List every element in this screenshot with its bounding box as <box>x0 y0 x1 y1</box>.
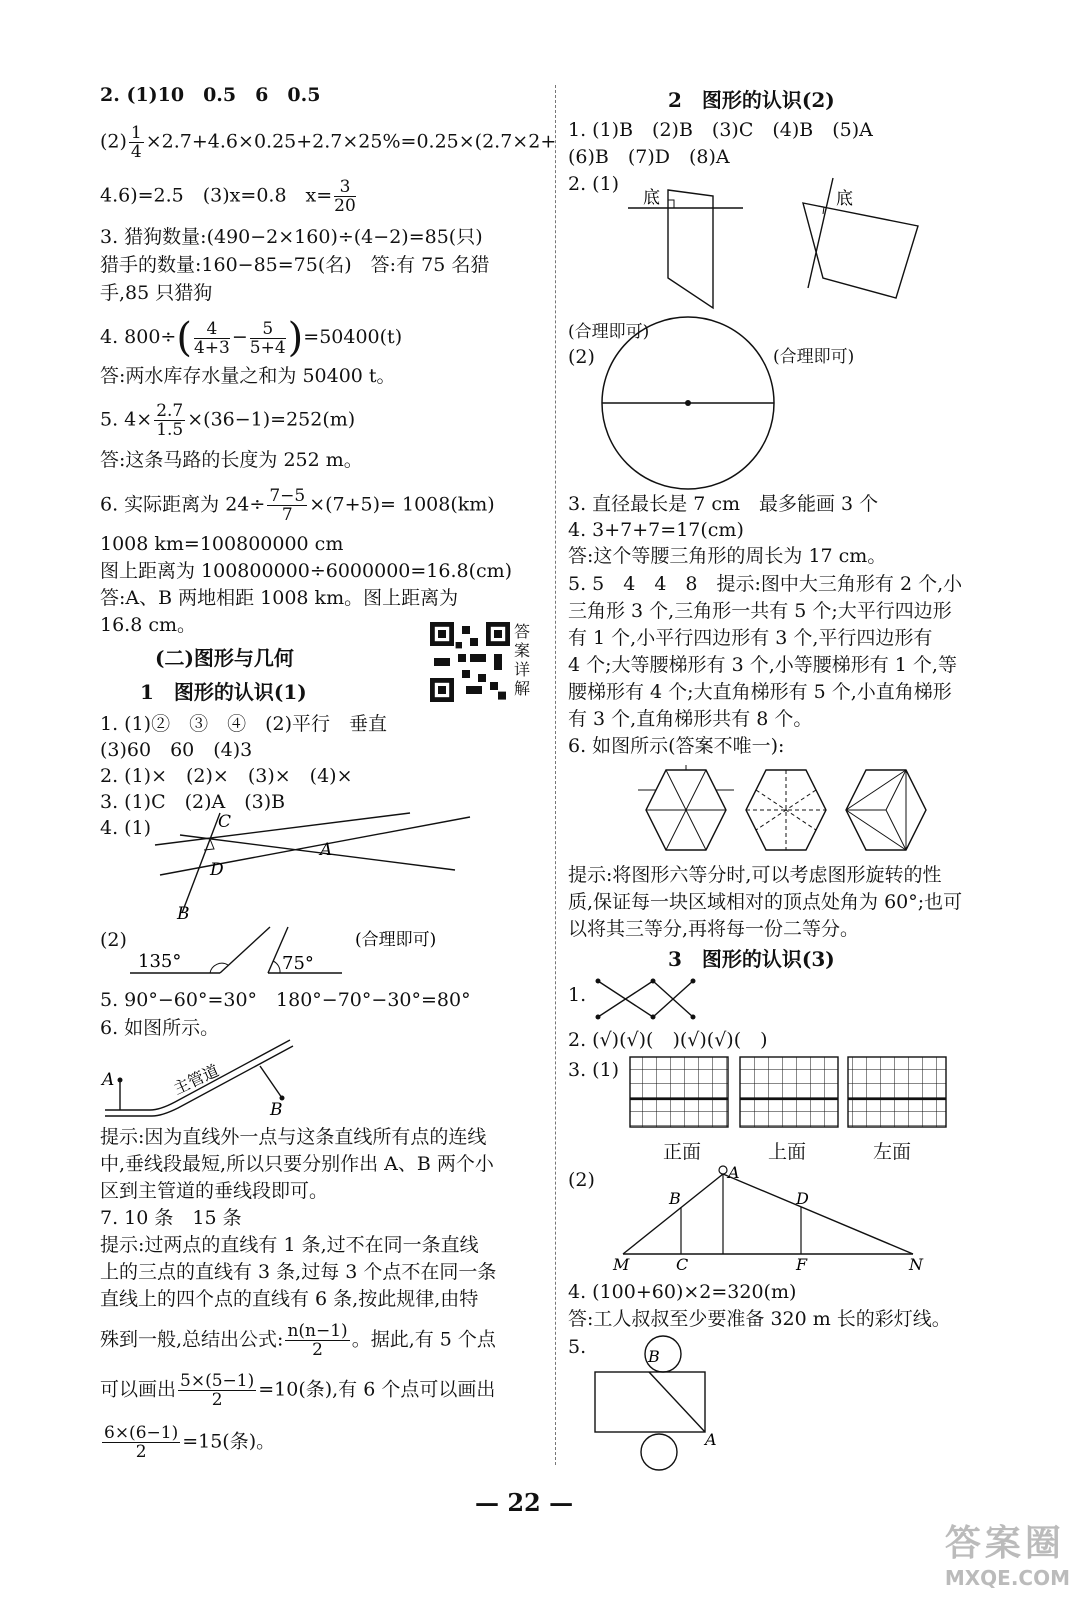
section-title: (二)图形与几何 <box>155 646 294 670</box>
fraction: $\frac{3}{20}$ <box>334 177 356 216</box>
q5-line1: 5. 4× $\frac{2.7}{1.5}$ ×(36−1)=252(m) <box>100 401 356 440</box>
label-b: B <box>177 904 190 924</box>
s3-q4: 4. (100+60)×2=320(m) <box>568 1281 797 1303</box>
s1-q4: 4. (1) <box>100 817 152 839</box>
label-a: A <box>320 840 333 860</box>
view-left: 左面 <box>873 1141 912 1163</box>
fraction: $\frac{n(n-1)}{2}$ <box>287 1321 348 1360</box>
label-c: C <box>218 812 232 832</box>
s2-q3: 3. 直径最长是 7 cm 最多能画 3 个 <box>568 493 879 515</box>
s2-q5-l5: 腰梯形有 4 个;大直角梯形有 5 个,小直角梯形 <box>568 681 952 703</box>
qr-code[interactable] <box>430 622 510 702</box>
q4-line1: 4. 800÷( $\frac{4}{4+3}$ − $\frac{5}{5+4}$ )=50400(t) <box>100 315 403 361</box>
view-top: 上面 <box>768 1141 807 1163</box>
s2-q2: 2. (1) <box>568 173 620 195</box>
tip6-l3: 区到主管道的垂线段即可。 <box>100 1180 329 1202</box>
q6-line3: 图上距离为 100800000÷6000000=16.8(cm) <box>100 560 513 582</box>
s1-q1b: (3)60 60 (4)3 <box>100 739 253 761</box>
q3-line1: 3. 猎狗数量:(490−2×160)÷(4−2)=85(只) <box>100 226 483 248</box>
subsection-title-3: 3 图形的认识(3) <box>668 947 835 971</box>
column-divider <box>555 85 556 1465</box>
tip7-l3: 直线上的四个点的直线有 6 条,按此规律,由特 <box>100 1288 479 1310</box>
q5-answer: 答:这条马路的长度为 252 m。 <box>100 449 363 471</box>
figure-cylinder-net <box>593 1330 753 1470</box>
angle-135: 135° <box>138 951 182 972</box>
s2-q5-l3: 有 1 个,小平行四边形有 3 个,平行四边形有 <box>568 627 933 649</box>
tip7-l1: 提示:过两点的直线有 1 条,过不在同一条直线 <box>100 1234 479 1256</box>
tip6-l2: 质,保证每一块区域相对的顶点处角为 60°;也可 <box>568 891 963 913</box>
qr-label: 答案详解 <box>514 622 531 698</box>
s1-q6: 6. 如图所示。 <box>100 1017 220 1039</box>
tip7-l2: 上的三点的直线有 3 条,过每 3 个点不在同一条 <box>100 1261 497 1283</box>
s2-q1a: 1. (1)B (2)B (3)C (4)B (5)A <box>568 119 873 141</box>
view-front: 正面 <box>663 1141 702 1163</box>
tip6-l3: 以将其三等分,再将每一份二等分。 <box>568 918 860 940</box>
s1-q1a: 1. (1)② ③ ④ (2)平行 垂直 <box>100 713 387 735</box>
s2-q1b: (6)B (7)D (8)A <box>568 146 730 168</box>
label-b: B <box>669 1189 681 1208</box>
figure-hexagons <box>638 765 968 860</box>
label-m: M <box>613 1255 630 1274</box>
s2-q2b: (2) <box>568 346 595 368</box>
figure-matching <box>593 975 753 1025</box>
base-label: 底 <box>836 189 853 209</box>
s3-q3b: (2) <box>568 1169 595 1191</box>
subsection-title-2: 2 图形的认识(2) <box>668 88 835 112</box>
subsection-title-1: 1 图形的认识(1) <box>140 680 307 704</box>
note1: (合理即可) <box>568 322 650 342</box>
tip6-l2: 中,垂线段最短,所以只要分别作出 A、B 两个小 <box>100 1153 494 1175</box>
label-a: A <box>728 1163 740 1182</box>
fraction: $\frac{1}{4}$ <box>130 123 142 162</box>
watermark-bottom: MXQE.COM <box>944 1566 1070 1590</box>
fraction: $\frac{6\times(6-1)}{2}$ <box>104 1423 179 1462</box>
s2-q5-l1: 5. 5 4 4 8 提示:图中大三角形有 2 个,小 <box>568 573 963 595</box>
fraction: $\frac{2.7}{1.5}$ <box>156 401 184 440</box>
figure-pipeline <box>100 1030 310 1120</box>
label-d: D <box>210 860 224 880</box>
q3-line3: 手,85 只猎狗 <box>100 282 213 304</box>
watermark <box>945 1515 1070 1590</box>
s2-q5-l2: 三角形 3 个,三角形一共有 5 个;大平行四边形 <box>568 600 952 622</box>
q3-line2: 猎手的数量:160−85=75(名) 答:有 75 名猎 <box>100 254 490 276</box>
q4-answer: 答:两水库存水量之和为 50400 t。 <box>100 365 396 387</box>
figure-lines-intersection <box>150 805 480 925</box>
fraction: $\frac{7-5}{7}$ <box>269 486 306 525</box>
s3-q4ans: 答:工人叔叔至少要准备 320 m 长的彩灯线。 <box>568 1308 951 1330</box>
s3-q2: 2. (√)(√)( )(√)(√)( ) <box>568 1029 768 1051</box>
label-a: A <box>705 1430 717 1449</box>
s3-q3: 3. (1) <box>568 1059 620 1081</box>
q6-line4: 答:A、B 两地相距 1008 km。图上距离为 <box>100 587 459 609</box>
s1-q5: 5. 90°−60°=30° 180°−70°−30°=80° <box>100 989 471 1011</box>
figure-three-views <box>628 1055 948 1135</box>
s3-q1: 1. <box>568 984 587 1006</box>
main-pipe: 主管道 <box>170 1060 222 1099</box>
label-a: A <box>102 1070 115 1090</box>
figure-circle <box>598 315 778 495</box>
q2-line1: 2. (1)10 0.5 6 0.5 <box>100 84 321 106</box>
note: (合理即可) <box>355 930 437 950</box>
tip7-l4: 殊到一般,总结出公式: $\frac{n(n-1)}{2}$ 。据此,有 5 个点 <box>100 1321 496 1360</box>
s2-q5-l6: 有 3 个,直角梯形共有 8 个。 <box>568 708 813 730</box>
figure-parallelograms <box>628 178 1008 318</box>
tip6-l1: 提示:将图形六等分时,可以考虑图形旋转的性 <box>568 864 942 886</box>
note2: (合理即可) <box>773 347 855 367</box>
figure-angles <box>130 925 550 985</box>
s1-q7: 7. 10 条 15 条 <box>100 1207 242 1229</box>
fraction: $\frac{5\times(5-1)}{2}$ <box>180 1371 255 1410</box>
q2-line2: (2) $\frac{1}{4}$ ×2.7+4.6×0.25+2.7×25%=0.25×(2.7×2+ <box>100 123 557 162</box>
base-label: 底 <box>643 188 660 208</box>
s1-q3: 3. (1)C (2)A (3)B <box>100 791 286 813</box>
label-d: D <box>796 1189 809 1208</box>
s1-q2: 2. (1)× (2)× (3)× (4)× <box>100 765 353 787</box>
angle-75: 75° <box>282 953 314 974</box>
s3-q5: 5. <box>568 1336 587 1358</box>
label-b: B <box>270 1100 283 1120</box>
label-c: C <box>676 1255 689 1274</box>
s2-q6: 6. 如图所示(答案不唯一): <box>568 735 785 757</box>
q2-line3: 4.6)=2.5 (3)x=0.8 x= $\frac{3}{20}$ <box>100 177 356 216</box>
page-number: — 22 — <box>475 1488 574 1517</box>
fraction: $\frac{4}{4+3}$ <box>193 318 230 358</box>
fraction: $\frac{5}{5+4}$ <box>249 318 286 358</box>
figure-triangle <box>613 1162 933 1272</box>
watermark-top: 答案圈 <box>944 1523 1065 1564</box>
label-n: N <box>909 1255 923 1274</box>
tip7-l6: $\frac{6\times(6-1)}{2}$ =15(条)。 <box>104 1423 276 1462</box>
q6-line5: 16.8 cm。 <box>100 614 197 636</box>
q6-line2: 1008 km=100800000 cm <box>100 533 344 555</box>
label-b: B <box>648 1347 660 1366</box>
s2-q4: 4. 3+7+7=17(cm) <box>568 519 744 541</box>
tip7-l5: 可以画出 $\frac{5\times(5-1)}{2}$ =10(条),有 6 个点可以画出 <box>100 1371 496 1410</box>
label-f: F <box>796 1255 808 1274</box>
s1-q4b: (2) <box>100 929 127 951</box>
s2-q5-l4: 4 个;大等腰梯形有 3 个,小等腰梯形有 1 个,等 <box>568 654 957 676</box>
s2-q4ans: 答:这个等腰三角形的周长为 17 cm。 <box>568 545 887 567</box>
tip6-l1: 提示:因为直线外一点与这条直线所有点的连线 <box>100 1126 487 1148</box>
q6-line1: 6. 实际距离为 24÷ $\frac{7-5}{7}$ ×(7+5)= 1008(km) <box>100 486 495 525</box>
